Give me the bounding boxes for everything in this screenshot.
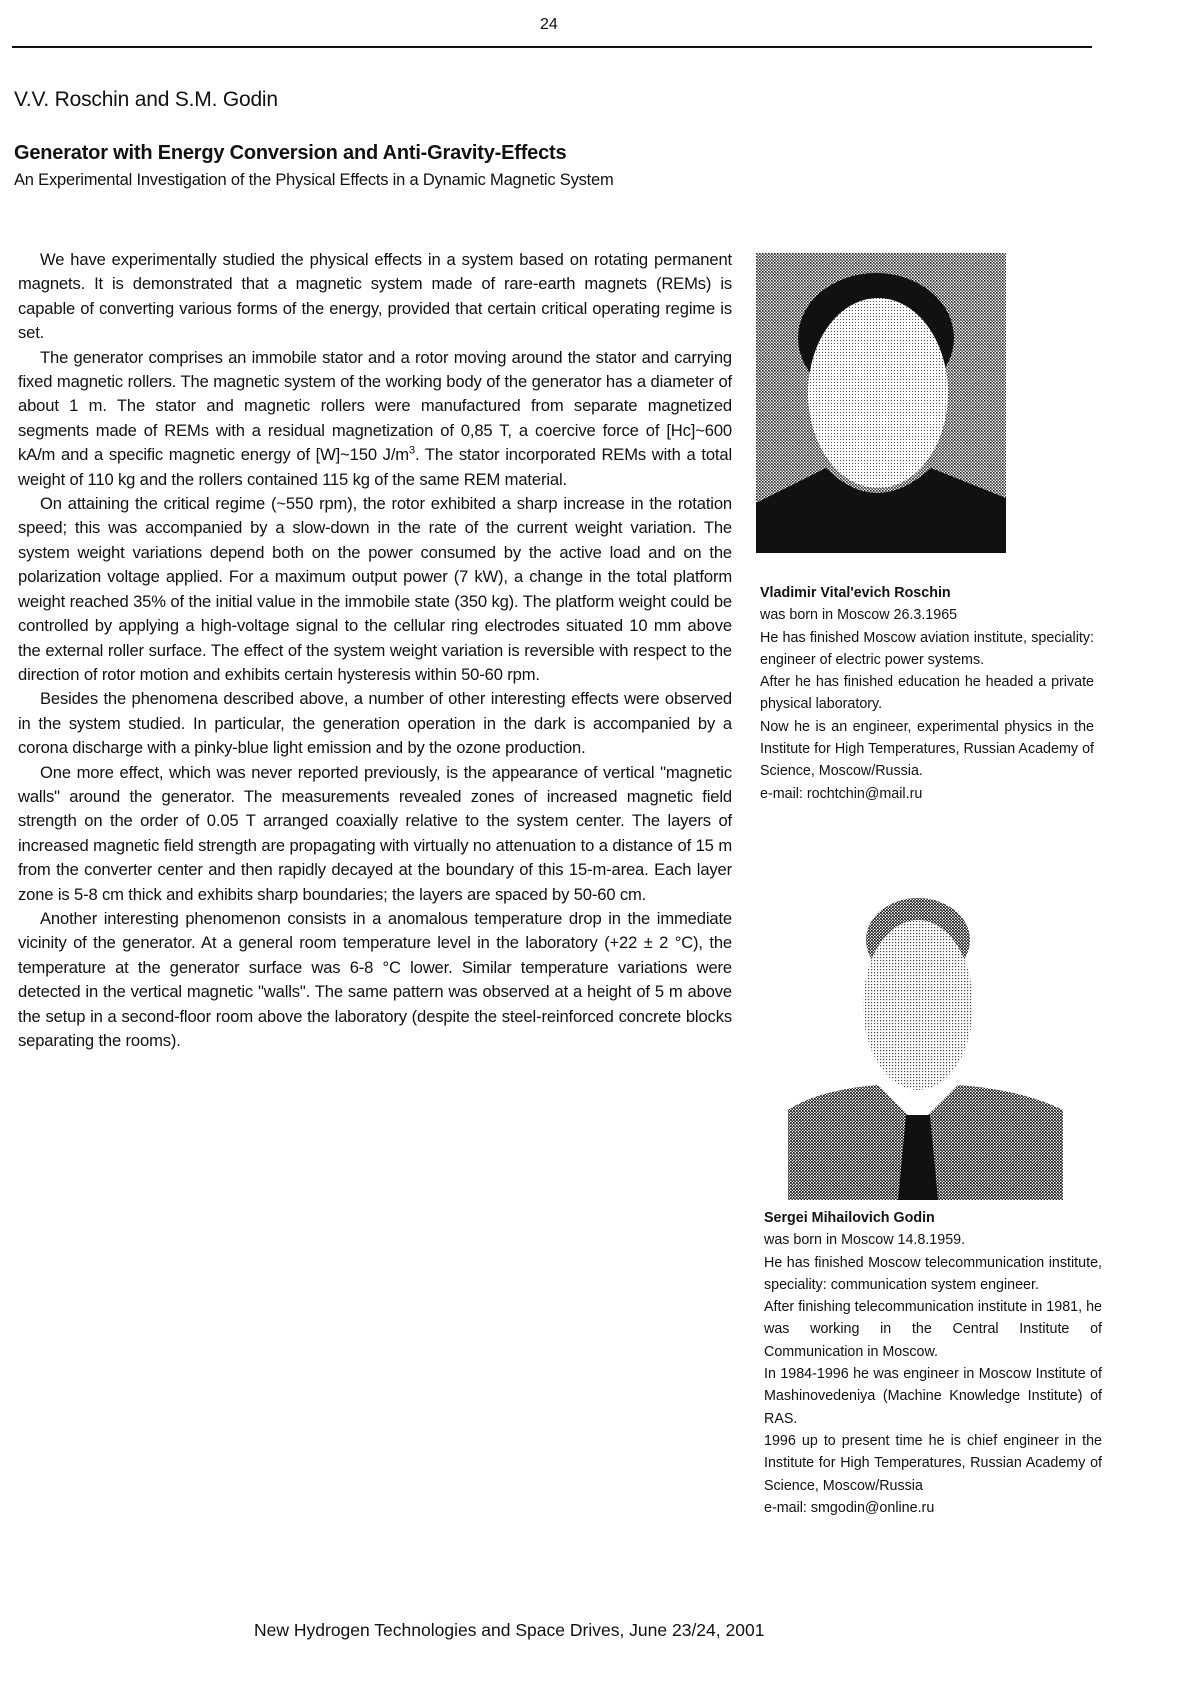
bio-line: After he has finished education he headed a private physical laboratory. <box>760 674 1094 713</box>
footer: New Hydrogen Technologies and Space Drives, June 23/24, 2001 <box>254 1620 765 1640</box>
bio-line: Now he is an engineer, experimental physics in the Institute for High Temperatures, Russian Academy of Science, Moscow/Russia. <box>760 718 1094 780</box>
body-text <box>18 248 732 1053</box>
bio-email: e-mail: smgodin@online.ru <box>764 1499 935 1516</box>
bio-line: After finishing telecommunication institute in 1981, he was working in the Central Institute of Communication in Moscow. <box>764 1299 1102 1360</box>
paragraph-text: . The stator incorporated REMs with a total weight of 110 kg and the rollers contained 115 kg of the same REM material. <box>18 445 732 489</box>
bio-line: was born in Moscow 14.8.1959. <box>764 1232 966 1249</box>
paragraph: We have experimentally studied the physical effects in a system based on rotating permanent magnets. It is demonstrated that a magnetic system made of rare-earth magnets (REMs) is capable of converting various forms of the energy, provided that certain critical operating regime is set. <box>18 250 732 343</box>
bio-line: In 1984-1996 he was engineer in Moscow Institute of Mashinovedeniya (Machine Knowledge Institute) of RAS. <box>764 1366 1102 1427</box>
authors: V.V. Roschin and S.M. Godin <box>14 88 278 111</box>
portrait-image-icon <box>778 885 1063 1200</box>
paragraph-text: The generator comprises an immobile stator and a rotor moving around the stator and carrying fixed magnetic rollers. The magnetic system of the working body of the generator has a diameter of about 1 m. The stator and magnetic rollers were manufactured from separate magnetized segments made of REMs with a residual magnetization of 0,85 T, a coercive force of [Hc]~600 kA/m and a specific magnetic energy of [W]~150 J/m <box>18 347 732 465</box>
portrait-godin <box>778 885 1063 1200</box>
paragraph: One more effect, which was never reported previously, is the appearance of vertical "magnetic walls" around the generator. The measurements revealed zones of increased magnetic field strength on the order of 0.05 T arranged coaxially relative to the system center. The layers of increased magnetic field strength are propagating with virtually no attenuation to a distance of 15 m from the converter center and then rapidly decayed at the boundary of this 15-m-area. Each layer zone is 5-8 cm thick and exhibits sharp boundaries; the layers are spaced by 50-60 cm. <box>18 762 732 904</box>
paper-title: Generator with Energy Conversion and Anti-Gravity-Effects <box>14 142 567 164</box>
paper-subtitle: An Experimental Investigation of the Physical Effects in a Dynamic Magnetic System <box>14 171 614 189</box>
portrait-image-icon <box>756 253 1006 553</box>
header-rule <box>12 46 1092 48</box>
bio-line: He has finished Moscow telecommunication institute, speciality: communication system engineer. <box>764 1254 1102 1293</box>
page-number: 24 <box>540 16 558 33</box>
bio-line: 1996 up to present time he is chief engineer in the Institute for High Temperatures, Russian Academy of Science, Moscow/Russia <box>764 1432 1102 1494</box>
bio-email: e-mail: rochtchin@mail.ru <box>760 785 923 802</box>
bio-name: Vladimir Vital'evich Roschin <box>760 585 951 601</box>
portrait-roschin <box>756 253 1006 553</box>
bio-name: Sergei Mihailovich Godin <box>764 1210 935 1226</box>
bio-line: He has finished Moscow aviation institute, speciality: engineer of electric power systems. <box>760 629 1094 668</box>
paragraph: On attaining the critical regime (~550 rpm), the rotor exhibited a sharp increase in the rotation speed; this was accompanied by a slow-down in the rate of the current weight variation. The system weight variations depend both on the power consumed by the active load and on the polarization voltage applied. For a maximum output power (7 kW), a change in the total platform weight reached 35% of the initial value in the immobile state (350 kg). The platform weight could be controlled by applying a high-voltage signal to the cellular ring electrodes situated 10 mm above the external roller surface. The effect of the system weight variation is reversible with respect to the direction of rotor motion and exhibits certain hysteresis within 50-60 rpm. <box>18 494 732 684</box>
bio-roschin <box>760 582 1094 805</box>
superscript: 3 <box>408 444 415 457</box>
paragraph: Another interesting phenomenon consists in a anomalous temperature drop in the immediate vicinity of the generator. At a general room temperature level in the laboratory (+22 ± 2 °C), the temperature at the generator surface was 6-8 °C lower. Similar temperature variations were detected in the vertical magnetic "walls". The same pattern was observed at a height of 5 m above the setup in a second-floor room above the laboratory (despite the steel-reinforced concrete blocks separating the rooms). <box>18 908 732 1050</box>
paragraph <box>18 346 732 492</box>
bio-godin <box>764 1207 1102 1519</box>
paragraph: Besides the phenomena described above, a number of other interesting effects were observed in the system studied. In particular, the generation operation in the dark is accompanied by a corona discharge with a pinky-blue light emission and by the ozone production. <box>18 689 732 758</box>
bio-line: was born in Moscow 26.3.1965 <box>760 607 958 624</box>
